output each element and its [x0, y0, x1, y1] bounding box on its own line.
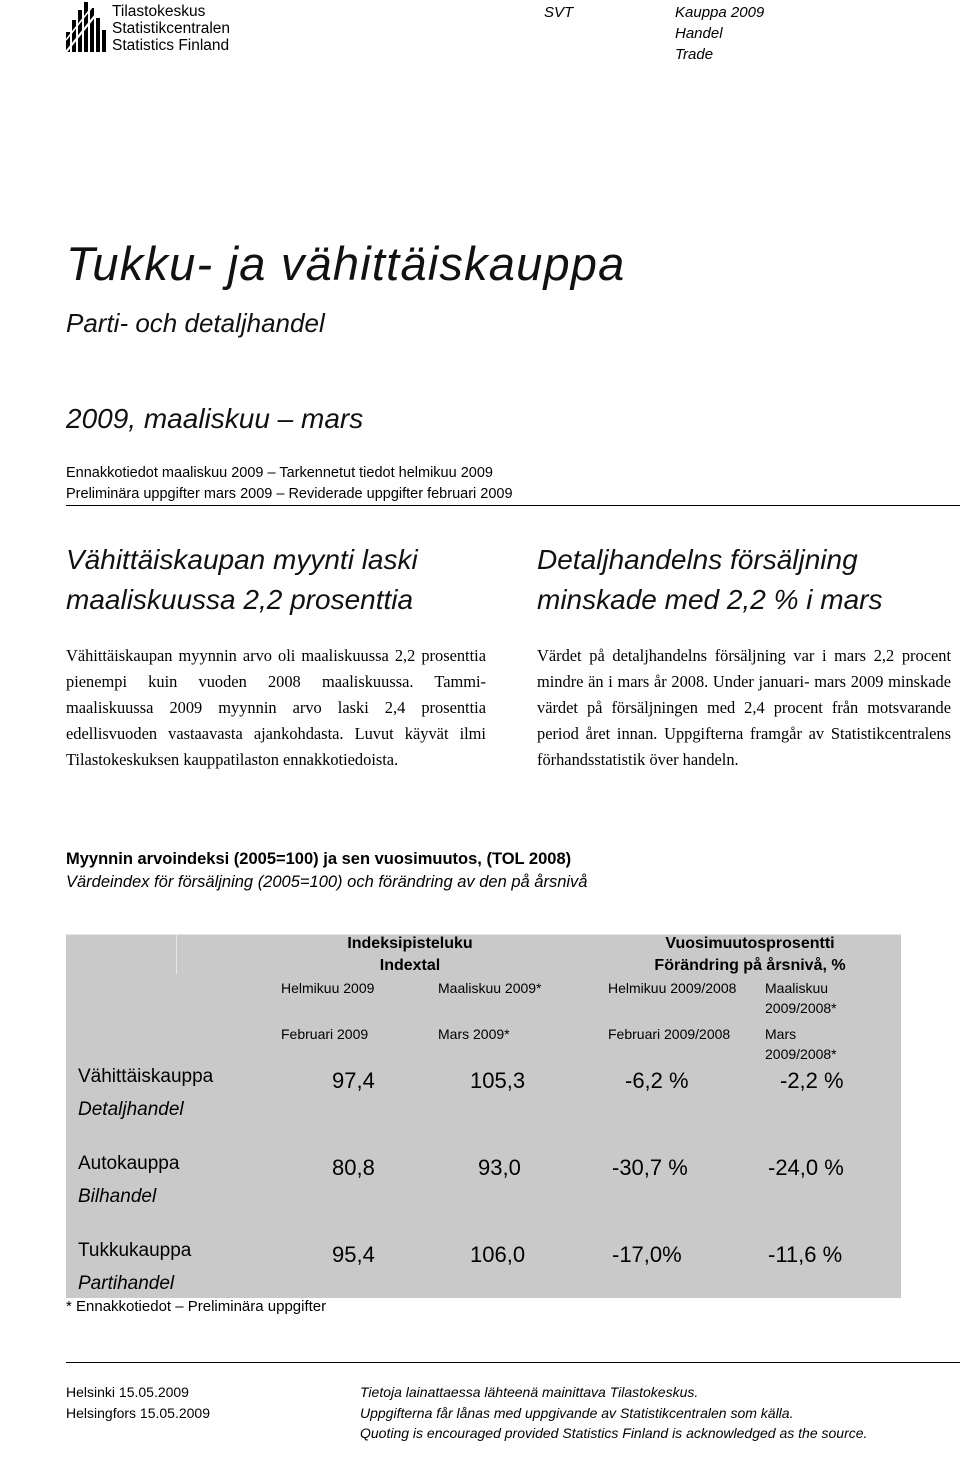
table-cell: -2,2 % — [780, 1068, 844, 1093]
right-heading-line1: Detaljhandelns försäljning — [537, 544, 858, 575]
source-note-fi: Tietoja lainattaessa lähteenä mainittava Tilastokeskus. — [360, 1384, 699, 1400]
table-cell: -30,7 % — [612, 1155, 688, 1180]
row-label-fi: Autokauppa — [78, 1153, 180, 1174]
topic-en: Trade — [675, 46, 714, 63]
group-header-index-sv: Indextal — [379, 957, 441, 974]
logo-text-fi: Tilastokeskus — [112, 3, 206, 20]
source-note-sv: Uppgifterna får lånas med uppgivande av Statistikcentralen som källa. — [360, 1405, 794, 1421]
table-cell: -17,0% — [612, 1242, 682, 1267]
table-cell: 80,8 — [332, 1155, 375, 1180]
table-cell: -24,0 % — [768, 1155, 844, 1180]
row-label-fi: Vähittäiskauppa — [78, 1066, 214, 1087]
group-header-index-fi: Indeksipisteluku — [347, 935, 473, 952]
release-date-sv: Helsingfors 15.05.2009 — [66, 1405, 210, 1421]
divider-top — [66, 505, 960, 506]
left-heading-line2: maaliskuussa 2,2 prosenttia — [66, 584, 414, 615]
table-footnote: * Ennakkotiedot – Preliminära uppgifter — [66, 1298, 327, 1315]
right-heading-line2: minskade med 2,2 % i mars — [537, 584, 883, 615]
col-header-fi-4a: Maaliskuu — [765, 980, 829, 996]
col-header-fi-2: Maaliskuu 2009* — [438, 980, 542, 996]
page-title: Tukku- ja vähittäiskauppa — [66, 237, 626, 290]
topic-fi: Kauppa 2009 — [675, 4, 765, 21]
prelim-note-sv: Preliminära uppgifter mars 2009 – Reviderade uppgifter februari 2009 — [66, 486, 513, 502]
source-note-en: Quoting is encouraged provided Statistics Finland is acknowledged as the source. — [360, 1425, 868, 1441]
release-date-fi: Helsinki 15.05.2009 — [66, 1384, 189, 1400]
logo-text-sv: Statistikcentralen — [112, 20, 231, 37]
table-cell: -11,6 % — [768, 1242, 843, 1267]
logo-text-en: Statistics Finland — [112, 37, 230, 54]
divider-bottom — [66, 1362, 960, 1363]
period-heading: 2009, maaliskuu – mars — [66, 403, 364, 434]
left-heading-line1: Vähittäiskaupan myynti laski — [66, 544, 418, 575]
right-heading — [537, 540, 960, 620]
table-cell: 93,0 — [478, 1155, 521, 1180]
row-label-sv: Bilhandel — [78, 1186, 157, 1207]
row-label-sv: Partihandel — [78, 1273, 175, 1294]
col-header-sv-4b: 2009/2008* — [765, 1046, 837, 1062]
col-header-sv-3: Februari 2009/2008 — [608, 1026, 731, 1042]
row-label-sv: Detaljhandel — [78, 1099, 184, 1120]
right-body-text: Värdet på detaljhandelns försäljning var i mars 2,2 procent mindre än i mars år 2008. Under januari- mars 2009 minskade värdet på försäljningen med 2,4 procent från motsvarande period året innan. Uppgifterna framgår av Statistikcentralens förhandsstatistik över handeln. — [537, 646, 951, 769]
prelim-note-fi: Ennakkotiedot maaliskuu 2009 – Tarkennetut tiedot helmikuu 2009 — [66, 465, 493, 481]
table-cell: 97,4 — [332, 1068, 375, 1093]
table-cell: 105,3 — [470, 1068, 526, 1093]
col-header-sv-2: Mars 2009* — [438, 1026, 510, 1042]
group-header-change-fi: Vuosimuutosprosentti — [665, 935, 835, 952]
table-cell: 106,0 — [470, 1242, 526, 1267]
col-header-sv-4a: Mars — [765, 1026, 797, 1042]
col-header-fi-4b: 2009/2008* — [765, 1000, 837, 1016]
topic-sv: Handel — [675, 25, 723, 42]
col-header-fi-3: Helmikuu 2009/2008 — [608, 980, 737, 996]
series-code: SVT — [544, 4, 574, 21]
row-label-fi: Tukkukauppa — [78, 1240, 192, 1261]
statistics-finland-logo-mark — [66, 2, 106, 52]
table-cell: 95,4 — [332, 1242, 375, 1267]
col-header-sv-1: Februari 2009 — [281, 1026, 369, 1042]
table-cell-divider — [176, 934, 177, 974]
group-header-change-sv: Förändring på årsnivå, % — [654, 957, 846, 974]
table-title-sv: Värdeindex för försäljning (2005=100) och förändring av den på årsnivå — [66, 873, 588, 891]
table-title-fi: Myynnin arvoindeksi (2005=100) ja sen vuosimuutos, (TOL 2008) — [66, 850, 572, 868]
page-subtitle: Parti- och detaljhandel — [66, 308, 325, 338]
left-heading — [66, 540, 506, 620]
left-body-text: Vähittäiskaupan myynnin arvo oli maaliskuussa 2,2 prosenttia pienempi kuin vuoden 2008 maaliskuussa. Tammi- maaliskuussa 2009 myynnin arvo laski 2,4 prosenttia edellisvuoden vastaavasta ajankohdasta. Luvut käyvät ilmi Tilastokeskuksen kauppatilaston ennakkotiedoista. — [66, 646, 486, 769]
col-header-fi-1: Helmikuu 2009 — [281, 980, 375, 996]
table-cell: -6,2 % — [625, 1068, 689, 1093]
